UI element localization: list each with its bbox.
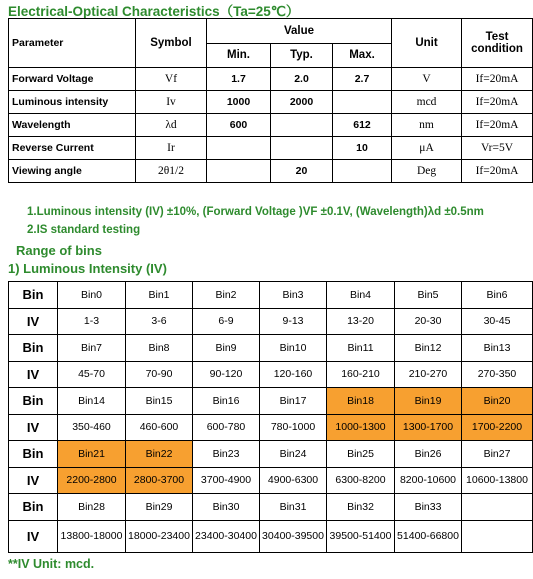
eo-table-row <box>9 160 533 183</box>
bin-cell: Bin11 <box>327 335 395 362</box>
row-symbol: λd <box>136 114 207 137</box>
bin-cell: Bin26 <box>395 441 462 468</box>
eo-table-row <box>9 114 533 137</box>
row-parameter: Forward Voltage <box>9 68 136 91</box>
iv-row <box>9 414 533 441</box>
bin-cell: Bin21 <box>58 441 126 468</box>
header-test-condition: Test condition <box>462 19 533 68</box>
bin-cell: Bin12 <box>395 335 462 362</box>
bin-cell: Bin3 <box>260 282 327 309</box>
row-max: 10 <box>333 137 392 160</box>
iv-range-cell <box>462 520 533 552</box>
bin-cell: Bin20 <box>462 388 533 415</box>
iv-range-cell: 6-9 <box>193 308 260 335</box>
row-typ: 2.0 <box>271 68 333 91</box>
bin-row <box>9 335 533 362</box>
iv-range-cell: 1300-1700 <box>395 414 462 441</box>
bin-cell: Bin13 <box>462 335 533 362</box>
iv-row <box>9 308 533 335</box>
iv-range-cell: 1-3 <box>58 308 126 335</box>
header-symbol: Symbol <box>136 19 207 68</box>
bin-cell: Bin1 <box>126 282 193 309</box>
iv-range-cell: 270-350 <box>462 361 533 388</box>
iv-range-cell: 90-120 <box>193 361 260 388</box>
bin-cell: Bin24 <box>260 441 327 468</box>
header-max: Max. <box>333 43 392 68</box>
bin-cell: Bin17 <box>260 388 327 415</box>
row-symbol: Vf <box>136 68 207 91</box>
electrical-optical-table <box>8 18 533 183</box>
bin-cell: Bin23 <box>193 441 260 468</box>
iv-range-cell: 350-460 <box>58 414 126 441</box>
iv-range-cell: 13800-18000 <box>58 520 126 552</box>
range-of-bins-title: Range of bins <box>16 243 102 258</box>
iv-row-header: IV <box>9 520 58 552</box>
iv-range-cell: 2800-3700 <box>126 467 193 494</box>
iv-range-cell: 3-6 <box>126 308 193 335</box>
iv-range-cell: 51400-66800 <box>395 520 462 552</box>
iv-row-header: IV <box>9 414 58 441</box>
row-unit: V <box>392 68 462 91</box>
iv-row <box>9 520 533 552</box>
bins-table <box>8 281 533 553</box>
eo-table-row <box>9 137 533 160</box>
row-parameter: Wavelength <box>9 114 136 137</box>
row-parameter: Luminous intensity <box>9 91 136 114</box>
bin-cell: Bin32 <box>327 494 395 521</box>
row-condition: If=20mA <box>462 160 533 183</box>
bin-cell: Bin29 <box>126 494 193 521</box>
iv-unit-footnote: **IV Unit: mcd. <box>8 557 95 571</box>
iv-range-cell: 20-30 <box>395 308 462 335</box>
bin-row <box>9 388 533 415</box>
iv-range-cell: 23400-30400 <box>193 520 260 552</box>
iv-range-cell: 18000-23400 <box>126 520 193 552</box>
bin-cell: Bin31 <box>260 494 327 521</box>
note-standard: 2.IS standard testing <box>27 224 141 236</box>
iv-range-cell: 460-600 <box>126 414 193 441</box>
iv-range-cell: 45-70 <box>58 361 126 388</box>
bin-cell: Bin10 <box>260 335 327 362</box>
row-unit: nm <box>392 114 462 137</box>
row-min: 1.7 <box>207 68 271 91</box>
bin-cell: Bin27 <box>462 441 533 468</box>
bin-cell: Bin22 <box>126 441 193 468</box>
row-max: 612 <box>333 114 392 137</box>
bin-cell: Bin30 <box>193 494 260 521</box>
bin-cell: Bin2 <box>193 282 260 309</box>
row-symbol: 2θ1/2 <box>136 160 207 183</box>
header-parameter: Parameter <box>9 19 136 68</box>
row-min <box>207 160 271 183</box>
iv-range-cell: 120-160 <box>260 361 327 388</box>
bin-row <box>9 282 533 309</box>
bin-cell: Bin16 <box>193 388 260 415</box>
iv-range-cell: 13-20 <box>327 308 395 335</box>
header-value: Value <box>207 19 392 44</box>
iv-range-cell: 2200-2800 <box>58 467 126 494</box>
row-typ: 2000 <box>271 91 333 114</box>
iv-range-cell: 600-780 <box>193 414 260 441</box>
iv-row-header: IV <box>9 467 58 494</box>
bin-row-header: Bin <box>9 282 58 309</box>
iv-range-cell: 8200-10600 <box>395 467 462 494</box>
row-min: 1000 <box>207 91 271 114</box>
bin-row-header: Bin <box>9 494 58 521</box>
bin-cell: Bin33 <box>395 494 462 521</box>
row-parameter: Reverse Current <box>9 137 136 160</box>
iv-row-header: IV <box>9 308 58 335</box>
row-unit: Deg <box>392 160 462 183</box>
iv-range-cell: 6300-8200 <box>327 467 395 494</box>
row-condition: If=20mA <box>462 114 533 137</box>
iv-range-cell: 4900-6300 <box>260 467 327 494</box>
row-unit: mcd <box>392 91 462 114</box>
row-condition: Vr=5V <box>462 137 533 160</box>
iv-range-cell: 9-13 <box>260 308 327 335</box>
header-typ: Typ. <box>271 43 333 68</box>
bin-cell <box>462 494 533 521</box>
row-max <box>333 160 392 183</box>
bin-cell: Bin25 <box>327 441 395 468</box>
bin-cell: Bin15 <box>126 388 193 415</box>
bin-cell: Bin6 <box>462 282 533 309</box>
row-min: 600 <box>207 114 271 137</box>
bin-cell: Bin28 <box>58 494 126 521</box>
bin-cell: Bin0 <box>58 282 126 309</box>
bin-cell: Bin19 <box>395 388 462 415</box>
iv-range-cell: 1700-2200 <box>462 414 533 441</box>
iv-row <box>9 361 533 388</box>
iv-range-cell: 1000-1300 <box>327 414 395 441</box>
iv-range-cell: 10600-13800 <box>462 467 533 494</box>
note-tolerances: 1.Luminous intensity (IV) ±10%, (Forward Voltage )VF ±0.1V, (Wavelength)λd ±0.5nm <box>27 206 484 218</box>
bin-cell: Bin9 <box>193 335 260 362</box>
header-min: Min. <box>207 43 271 68</box>
eo-table-row <box>9 91 533 114</box>
bin-cell: Bin14 <box>58 388 126 415</box>
eo-table-row <box>9 68 533 91</box>
row-typ <box>271 114 333 137</box>
bin-row-header: Bin <box>9 441 58 468</box>
iv-range-cell: 30400-39500 <box>260 520 327 552</box>
iv-range-cell: 160-210 <box>327 361 395 388</box>
row-min <box>207 137 271 160</box>
bin-cell: Bin18 <box>327 388 395 415</box>
iv-range-cell: 70-90 <box>126 361 193 388</box>
bin-row <box>9 441 533 468</box>
iv-row-header: IV <box>9 361 58 388</box>
row-typ: 20 <box>271 160 333 183</box>
row-symbol: Ir <box>136 137 207 160</box>
iv-range-cell: 39500-51400 <box>327 520 395 552</box>
row-condition: If=20mA <box>462 68 533 91</box>
header-unit: Unit <box>392 19 462 68</box>
bin-cell: Bin8 <box>126 335 193 362</box>
bin-cell: Bin7 <box>58 335 126 362</box>
row-condition: If=20mA <box>462 91 533 114</box>
iv-row <box>9 467 533 494</box>
iv-range-cell: 30-45 <box>462 308 533 335</box>
row-max: 2.7 <box>333 68 392 91</box>
bin-cell: Bin4 <box>327 282 395 309</box>
row-symbol: Iv <box>136 91 207 114</box>
row-typ <box>271 137 333 160</box>
bin-row-header: Bin <box>9 388 58 415</box>
iv-range-cell: 3700-4900 <box>193 467 260 494</box>
luminous-intensity-title: 1) Luminous Intensity (IV) <box>8 261 167 276</box>
row-parameter: Viewing angle <box>9 160 136 183</box>
iv-range-cell: 210-270 <box>395 361 462 388</box>
bin-row-header: Bin <box>9 335 58 362</box>
row-unit: μA <box>392 137 462 160</box>
iv-range-cell: 780-1000 <box>260 414 327 441</box>
page-title: Electrical-Optical Characteristics（Ta=25℃） <box>8 4 300 19</box>
row-max <box>333 91 392 114</box>
bin-row <box>9 494 533 521</box>
bin-cell: Bin5 <box>395 282 462 309</box>
